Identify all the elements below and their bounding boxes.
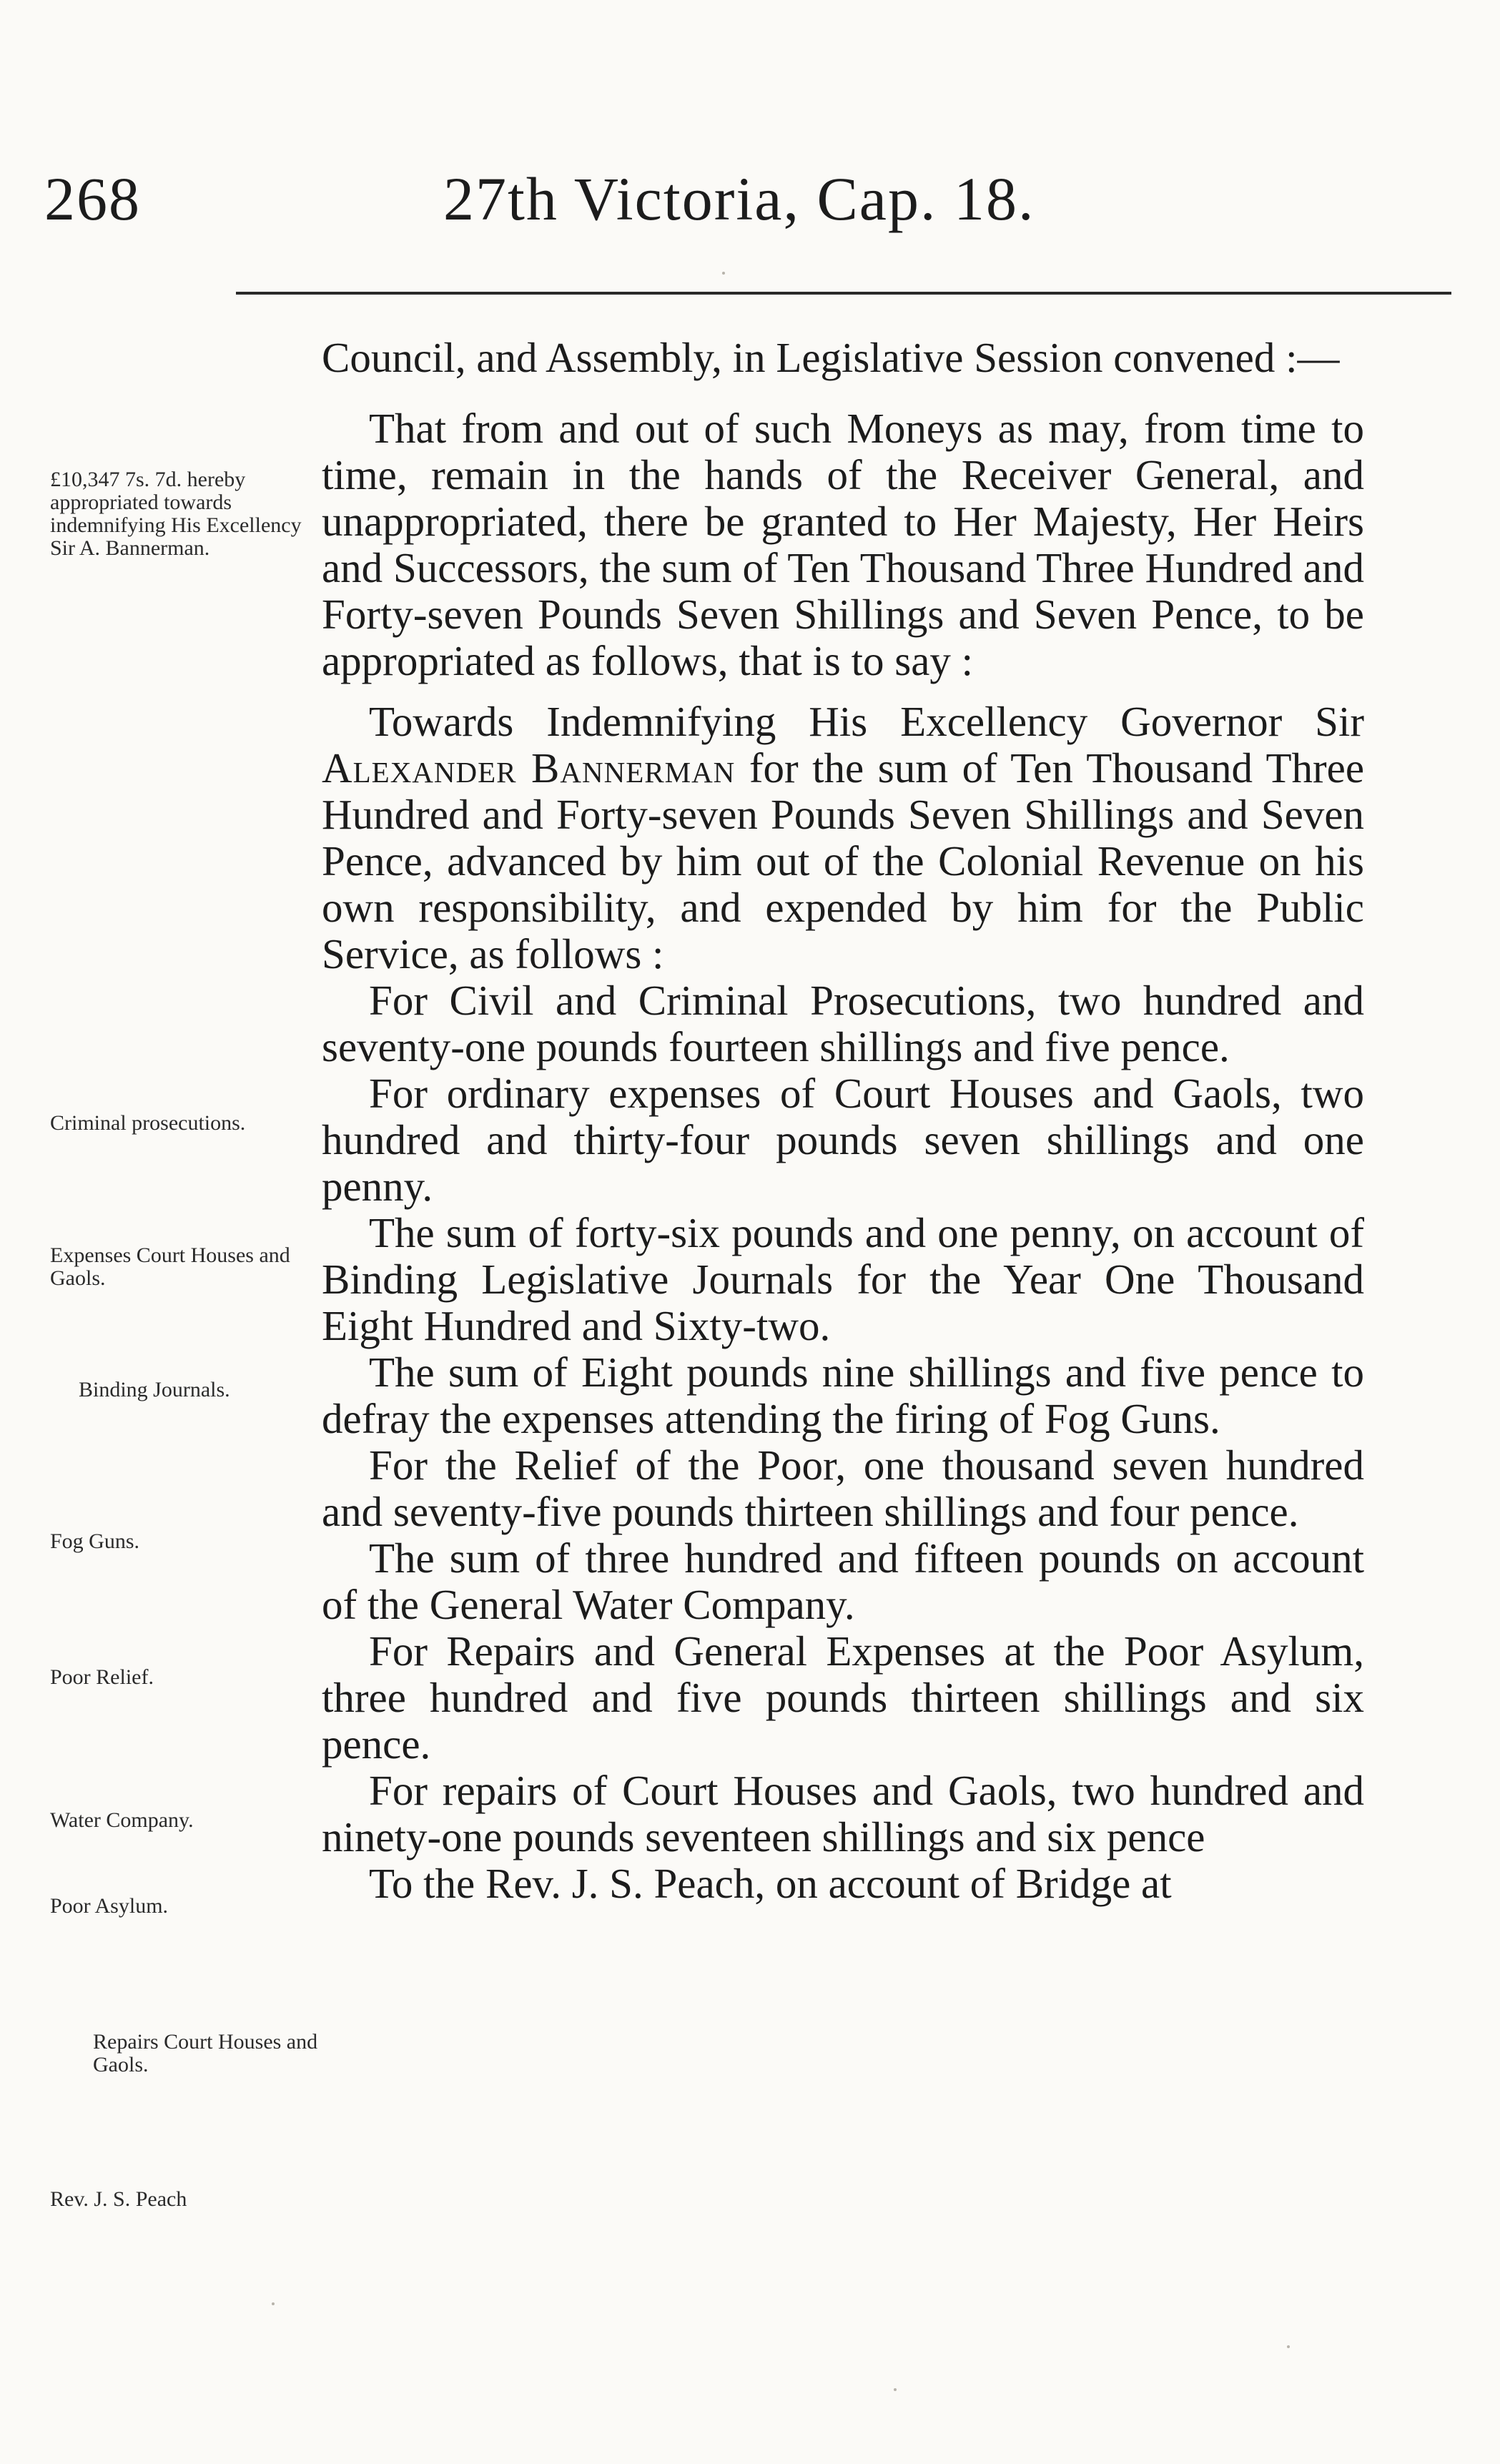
item-rev-peach: To the Rev. J. S. Peach, on account of Bridge at (369, 1860, 1172, 1907)
running-title: 27th Victoria, Cap. 18. (443, 164, 1035, 233)
margin-note-poor-asylum: Poor Asylum. (50, 1894, 169, 1918)
paper-speck (272, 2302, 275, 2305)
page-number: 268 (44, 164, 141, 233)
governor-name: Alexander Bannerman (322, 744, 736, 792)
item-criminal-prosecutions: For Civil and Criminal Prosecutions, two hundred and seventy-one pounds fourteen shillings and five pence. (322, 977, 1364, 1070)
running-header (0, 163, 1500, 242)
enactment-paragraph: That from and out of such Moneys as may, from time to time, remain in the hands of the Receiver General, and unappropriated, there be granted to Her Majesty, Her Heirs and Successors, the sum of Ten Thousand Three Hundred and Forty-seven Pounds Seven Shillings and Seven Pence, to be appropriated as follows, that is to say : (322, 405, 1364, 684)
margin-note-grant: £10,347 7s. 7d. hereby appropriated towards indemnifying His Excellency Sir A. Bannerman. (50, 468, 302, 560)
margin-note-repairs-court-houses: Repairs Court Houses and Gaols. (93, 2030, 318, 2076)
indemnity-paragraph (322, 699, 1364, 977)
margin-note-court-houses-expenses: Expenses Court Houses and Gaols. (50, 1243, 290, 1290)
item-water-company: The sum of three hundred and fifteen pounds on account of the General Water Company. (322, 1534, 1364, 1628)
item-fog-guns: The sum of Eight pounds nine shillings and five pence to defray the expenses attending the firing of Fog Guns. (322, 1349, 1364, 1442)
item-poor-asylum: For Repairs and General Expenses at the Poor Asylum, three hundred and five pounds thirteen shillings and six pence. (322, 1627, 1364, 1768)
item-binding-journals: The sum of forty-six pounds and one penny, on account of Binding Legislative Journals for the Year One Thousand Eight Hundred and Sixty-two. (322, 1209, 1364, 1349)
body-text (322, 335, 1364, 1907)
item-poor-relief: For the Relief of the Poor, one thousand seven hundred and seventy-five pounds thirteen shillings and four pence. (322, 1442, 1364, 1535)
header-rule (236, 292, 1451, 295)
margin-note-rev-peach: Rev. J. S. Peach (50, 2187, 187, 2211)
margin-note-fog-guns: Fog Guns. (50, 1529, 140, 1553)
margin-note-poor-relief: Poor Relief. (50, 1665, 154, 1689)
margin-note-criminal-prosecutions: Criminal prosecutions. (50, 1111, 246, 1135)
paper-speck (894, 2388, 897, 2391)
paper-speck (1287, 2345, 1290, 2348)
margin-note-binding-journals: Binding Journals. (79, 1378, 230, 1401)
paper-speck (722, 272, 725, 275)
opening-paragraph: Council, and Assembly, in Legislative Session convened :— (322, 334, 1340, 381)
indemnity-lead: Towards Indemnifying His Excellency Governor Sir (369, 698, 1364, 745)
item-court-houses-expenses: For ordinary expenses of Court Houses and Gaols, two hundred and thirty-four pounds seven shillings and one penny. (322, 1070, 1364, 1210)
item-repairs-court-houses: For repairs of Court Houses and Gaols, two hundred and ninety-one pounds seventeen shillings and six pence (322, 1767, 1364, 1861)
indemnity-rest: for the sum of Ten Thousand Three Hundred and Forty-seven Pounds Seven Shillings and Seven Pence, advanced by him out of the Colonial Revenue on his own responsibility, and expended by him for the Public Service, as follows : (322, 744, 1364, 977)
margin-note-water-company: Water Company. (50, 1808, 194, 1832)
